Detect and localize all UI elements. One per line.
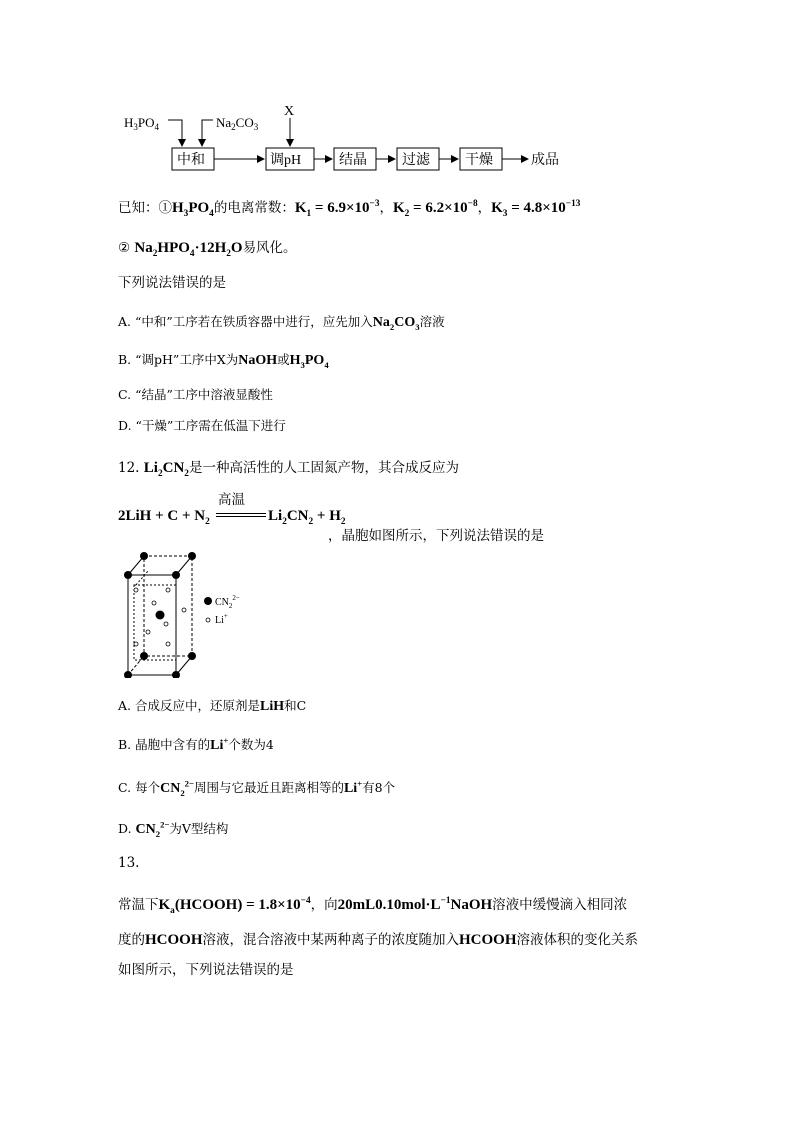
svg-text:结晶: 结晶: [339, 153, 367, 168]
formula-h3po4: $H_3PO_4$: [172, 200, 214, 219]
flow-input-h3po4: $H_3PO_4$: [124, 115, 160, 132]
flow-input-na2co3: $Na_2CO_3$: [216, 115, 259, 132]
known-line-2: ② $Na_2HPO_4\cdot 12H_2O$易风化。: [118, 240, 297, 259]
formula-na2hpo4: $Na_2HPO_4\cdot 12H_2O$: [134, 240, 243, 259]
process-flow-diagram: [0, 0, 794, 185]
flow-product: 成品: [531, 153, 559, 168]
q11-prompt: 下列说法错误的是: [118, 275, 226, 291]
k2-value: $K_2 = 6.2\times 10^{-8}$: [392, 199, 478, 219]
svg-text:CN22−: $CN_2^{2-}$: [215, 594, 240, 610]
q11-option-d: D. “干燥”工序需在低温下进行: [118, 418, 286, 433]
q13-line-2: 度的HCOOH溶液，混合溶液中某两种离子的浓度随加入HCOOH溶液体积的变化关系: [118, 932, 639, 948]
svg-text:干燥: 干燥: [465, 153, 493, 168]
q11-option-a: A. “中和”工序若在铁质容器中进行，应先加入$Na_2CO_3$溶液: [118, 314, 445, 332]
q11-option-b: B. “调pH”工序中X为NaOH或$H_3PO_4$: [118, 352, 329, 370]
q13-number: 13.: [118, 855, 140, 871]
k1-value: $K_1 = 6.9\times 10^{-3}$: [294, 199, 380, 219]
svg-text:过滤: 过滤: [402, 153, 430, 168]
svg-text:Li+: Li+: [215, 612, 228, 626]
q12-stem: 12. $Li_2CN_2$是一种高活性的人工固氮产物，其合成反应为: [118, 460, 459, 479]
known-line-1: 已知：$①H_3PO_4$的电离常数：$K_1 = 6.9\times 10^{-3}$，$K_2 = 6.2\times 10^{-8}$，$K_3 = 4.8\times 10^{-13}$: [118, 199, 581, 219]
svg-text:调pH: 调pH: [270, 153, 302, 168]
q12-option-c: C. 每个$CN_2^{2-}$周围与它最近且距离相等的Li+有8个: [118, 778, 396, 798]
k3-value: $K_3 = 4.8\times 10^{-13}$: [491, 199, 581, 219]
crystal-unit-cell: [118, 548, 258, 678]
svg-text:中和: 中和: [177, 153, 205, 168]
q12-option-b: B. 晶胞中含有的Li+个数为4: [118, 735, 274, 753]
flow-input-x: X: [284, 104, 295, 119]
q11-option-c: C. “结晶”工序中溶液显酸性: [118, 387, 273, 402]
q12-option-a: A. 合成反应中，还原剂是LiH和C: [118, 698, 307, 714]
q13-line-3: 如图所示，下列说法错误的是: [118, 962, 294, 978]
q13-line-1: 常温下$K_a(HCOOH) = 1.8\times 10^{-4}$，向$20mL0.10mol\cdot L^{-1}NaOH$溶液中缓慢滴入相同浓: [118, 896, 628, 916]
q12-option-d: D. $CN_2^{2-}$为V型结构: [118, 819, 229, 839]
